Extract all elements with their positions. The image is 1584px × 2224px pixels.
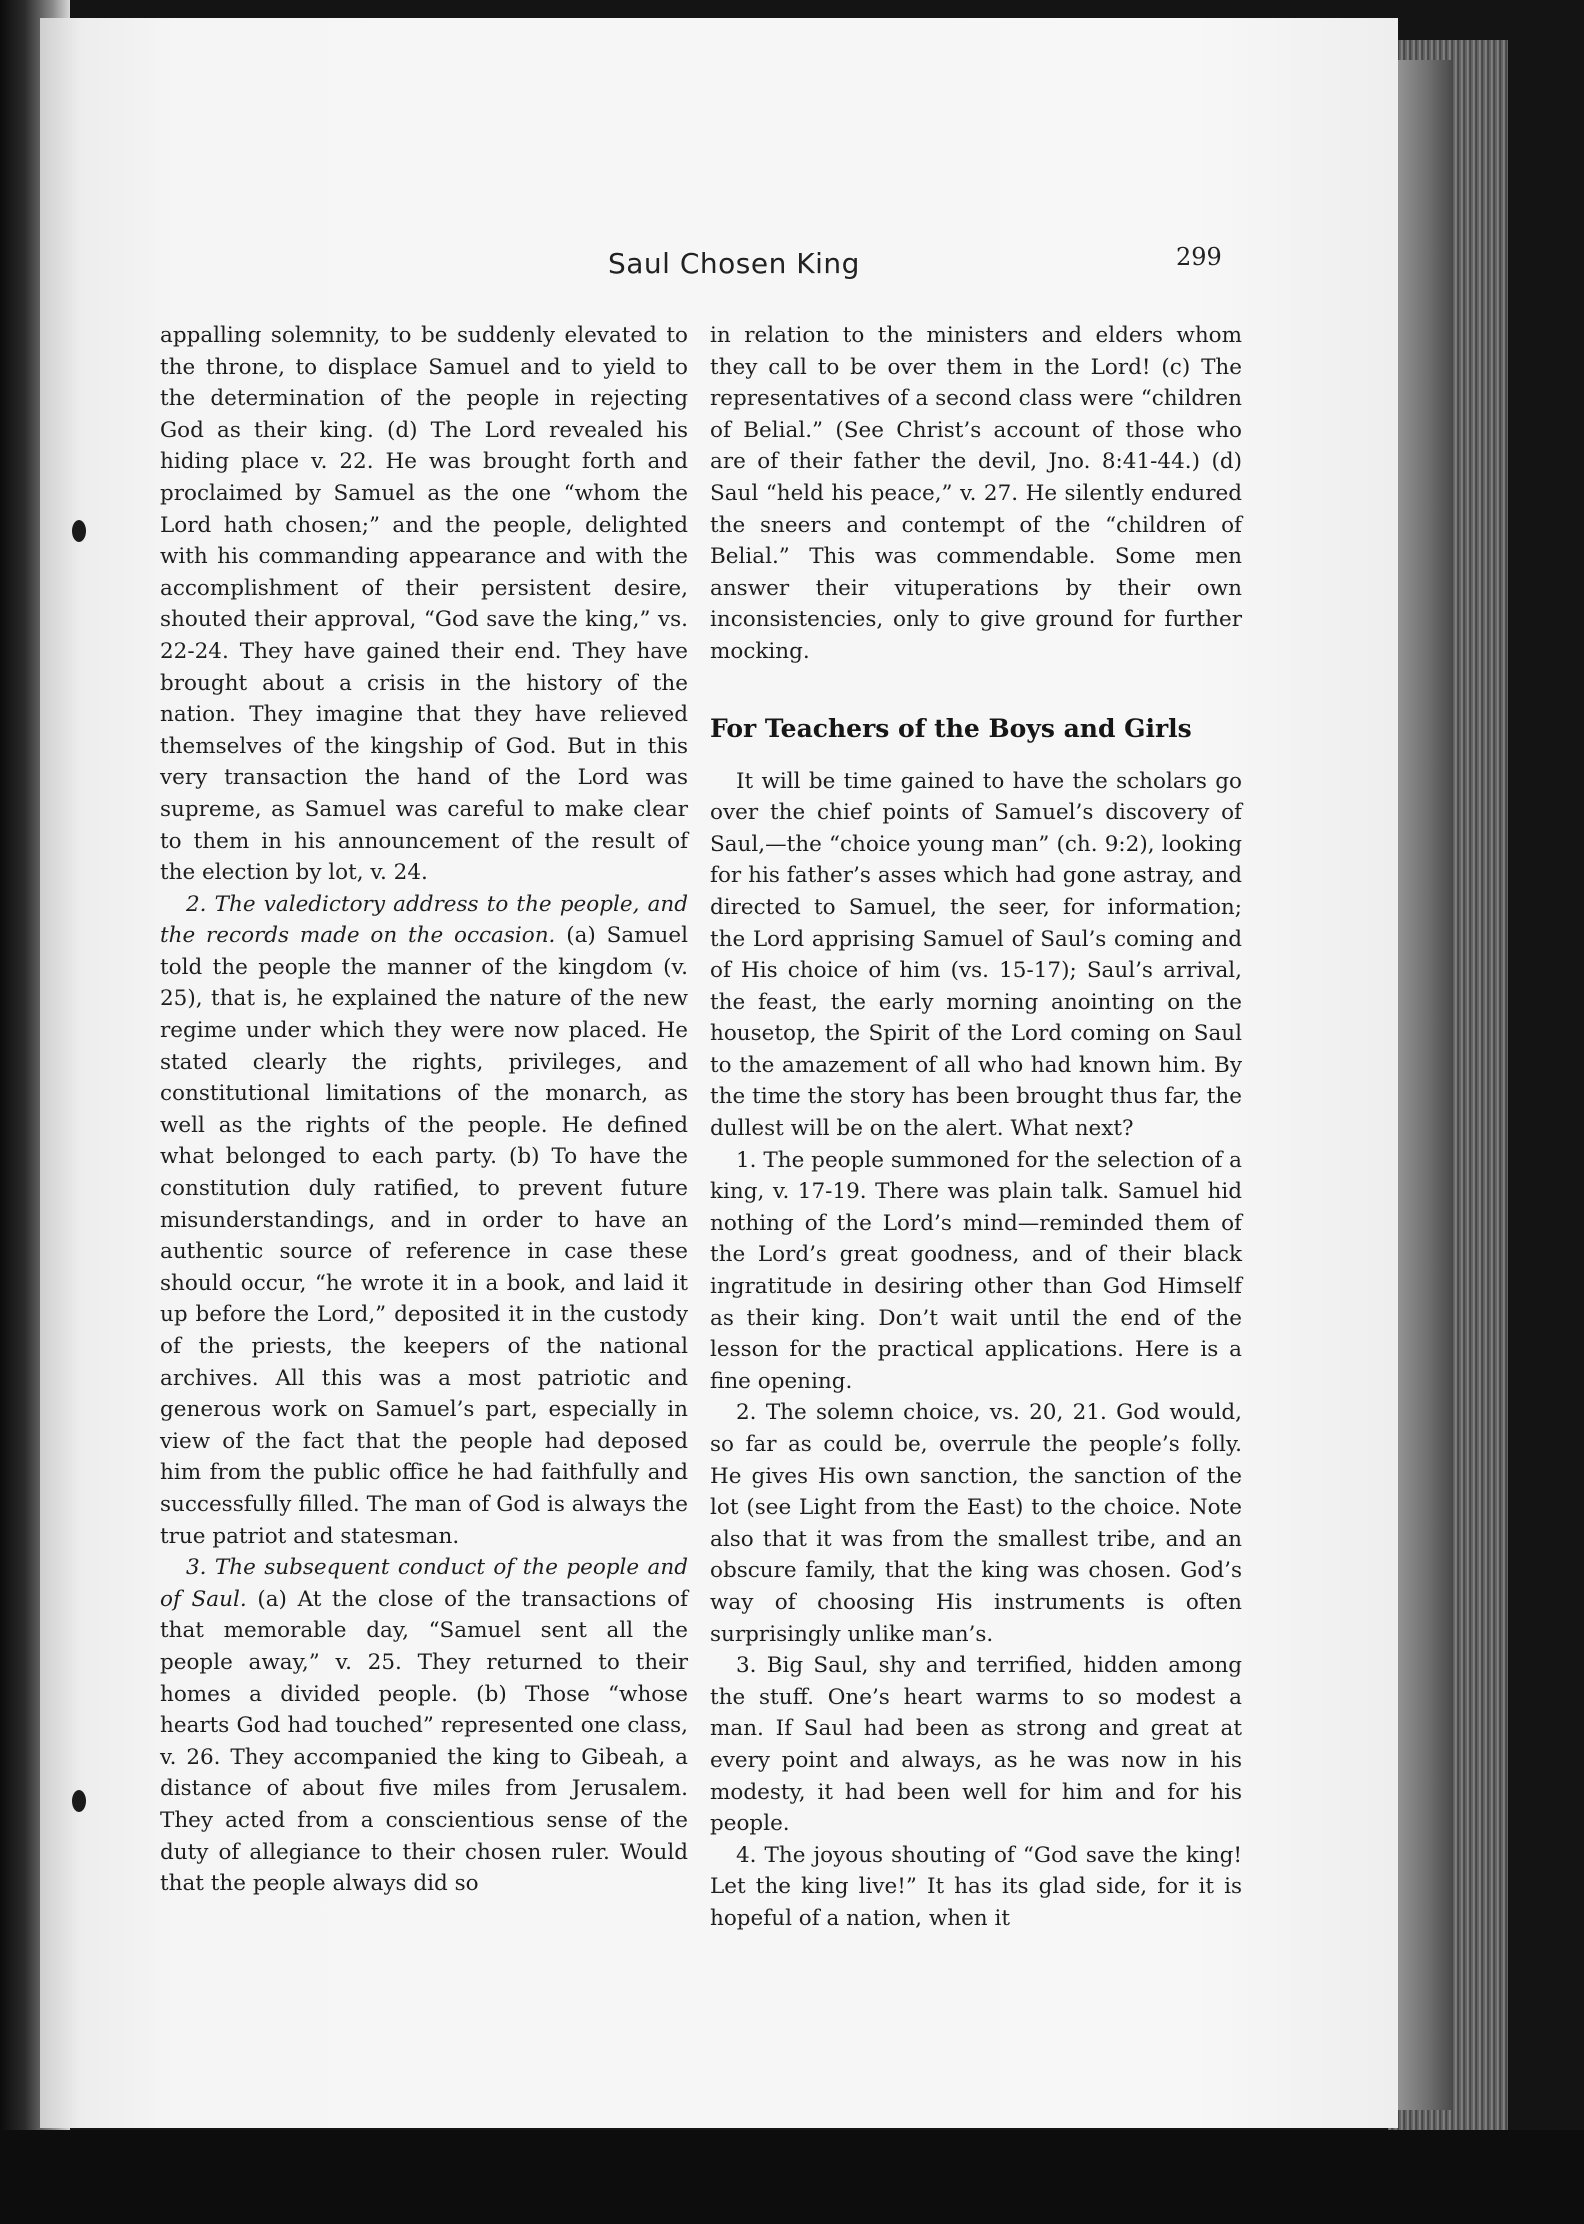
valedictory-text: (a) Samuel told the people the manner of the kingdom (v. 25), that is, he explained the nature of the new regime under which they were now placed. He stated clearly the rights, privileges, and constitutional limitations of the monarch, as well as the rights of the people. He defined what belonged to each party. (b) To have the constitution duly ratified, to prevent future misunderstandings, and in order to have an authentic source of reference in case these should occur, “he wrote it in a book, and laid it up before the Lord,” deposited it in the custody of the priests, the keepers of the national archives. All this was a most patriotic and generous work on Samuel’s part, especially in view of the fact that the people had deposed him from the public office he had faithfully and successfully filled. The man of God is always the true patriot and statesman. [160,923,689,1549]
conduct-text: (a) At the close of the transactions of that memorable day, “Samuel sent all the people away,” v. 25. They returned to their homes a divided people. (b) Those “whose hearts God had touched” represented one class, v. 26. They accompanied the king to Gibeah, a distance of about five miles from Jerusalem. They acted from a conscientious sense of the duty of allegiance to their chosen ruler. Would that the people always did so [160,1586,688,1897]
left-column [160,320,688,1900]
right-paragraph-1: in relation to the ministers and elders whom they call to be over them in the Lord! (c) The representatives of a second class were “children of Belial.” (See Christ’s account of those who are of their father the devil, Jno. 8:41-44.) (d) Saul “held his peace,” v. 27. He silently endured the sneers and contempt of the “children of Belial.” This was commendable. Some men answer their vituperations by their own inconsistencies, only to give ground for further mocking. [710,323,1242,664]
page-header [150,243,1230,293]
conduct-subheading: 3. The subsequent conduct of the people and of Saul. [160,1555,688,1612]
left-paragraph-1: appalling solemnity, to be suddenly elevated to the throne, to displace Samuel and to yield to the determination of the people in rejecting God as their king. (d) The Lord revealed his hiding place v. 22. He was brought forth and proclaimed by Samuel as the one “whom the Lord hath chosen;” and the people, delighted with his commanding appearance and with the accomplishment of their persistent desire, shouted their approval, “God save the king,” vs. 22-24. They have gained their end. They have brought about a crisis in the history of the nation. They imagine that they have relieved themselves of the kingship of God. But in this very transaction the hand of the Lord was supreme, as Samuel was careful to make clear to them in his announcement of the result of the election by lot, v. 24. [160,323,688,886]
binder-hole-upper [72,520,86,542]
right-paragraph-5: 3. Big Saul, shy and terrified, hidden among the stuff. One’s heart warms to so modest a man. If Saul had been as strong and great at every point and always, as he was now in his modesty, it had been well for him and for his people. [710,1653,1242,1837]
left-paragraph-3 [160,1552,688,1900]
left-paragraph-2 [160,889,688,1552]
page-edges-inner [1392,60,1452,2110]
binder-hole-lower [72,1790,86,1812]
running-title: Saul Chosen King [608,247,860,280]
right-paragraph-6: 4. The joyous shouting of “God save the king! Let the king live!” It has its glad side, for it is hopeful of a nation, when it [710,1842,1242,1931]
valedictory-subheading: 2. The valedictory address to the people, and the records made on the occasion. [160,891,688,949]
section-heading: For Teachers of the Boys and Girls [710,713,1192,743]
right-paragraph-4: 2. The solemn choice, vs. 20, 21. God would, so far as could be, overrule the people’s folly. He gives His own sanction, the sanction of the lot (see Light from the East) to the choice. Note also that it was from the smallest tribe, and an obscure family, that the king was chosen. God’s way of choosing His instruments is often surprisingly unlike man’s. [710,1400,1242,1647]
page-number: 299 [1176,243,1222,271]
bottom-background [0,2130,1584,2224]
right-paragraph-2: It will be time gained to have the scholars go over the chief points of Samuel’s discovery of Saul,—the “choice young man” (ch. 9:2), looking for his father’s asses which had gone astray, and directed to Samuel, the seer, for information; the Lord apprising Samuel of Saul’s coming and of His choice of him (vs. 15-17); Saul’s arrival, the feast, the early morning anointing on the housetop, the Spirit of the Lord coming on Saul to the amazement of all who had known him. By the time the story has been brought thus far, the dullest will be on the alert. What next? [710,768,1242,1142]
right-column [710,320,1242,1935]
right-paragraph-3: 1. The people summoned for the selection of a king, v. 17-19. There was plain talk. Samuel hid nothing of the Lord’s mind—reminded them of the Lord’s great goodness, and of their black ingratitude in desiring other than God Himself as their king. Don’t wait until the end of the lesson for the practical applications. Here is a fine opening. [710,1147,1242,1394]
